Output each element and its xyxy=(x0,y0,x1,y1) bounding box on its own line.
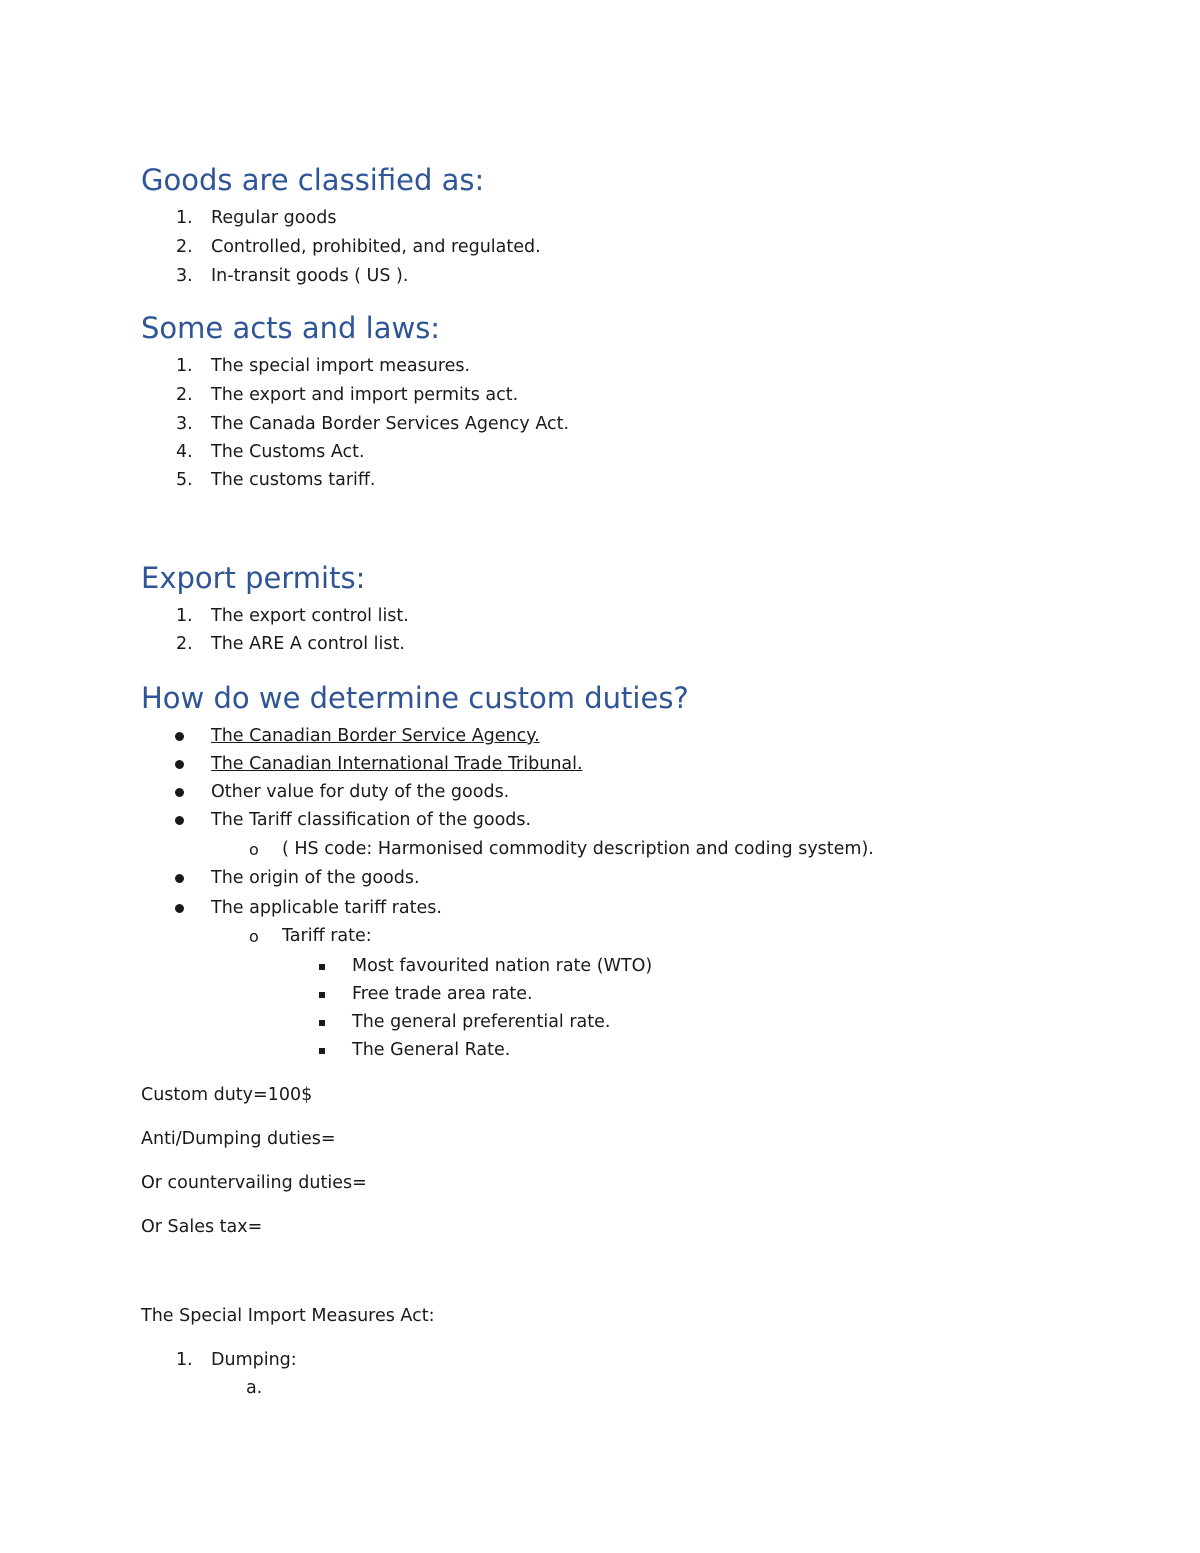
list-item: The ARE A control list. xyxy=(211,634,405,654)
list-item: ( HS code: Harmonised commodity description and coding system). xyxy=(282,839,874,859)
list-marker: 1. xyxy=(176,356,193,376)
circle-bullet-icon: o xyxy=(249,927,259,946)
list-marker: 4. xyxy=(176,442,193,462)
list-marker: 2. xyxy=(176,385,193,405)
list-item: Most favourited nation rate (WTO) xyxy=(352,956,653,976)
list-item: Free trade area rate. xyxy=(352,984,533,1004)
list-item: Controlled, prohibited, and regulated. xyxy=(211,237,541,257)
paragraph-sales-tax: Or Sales tax= xyxy=(141,1217,263,1237)
list-marker: 3. xyxy=(176,414,193,434)
circle-bullet-icon: o xyxy=(249,840,259,859)
list-marker: 1. xyxy=(176,606,193,626)
bullet-icon xyxy=(174,725,187,747)
paragraph-anti-dumping: Anti/Dumping duties= xyxy=(141,1129,336,1149)
link-citt[interactable]: The Canadian International Trade Tribunal. xyxy=(211,754,583,774)
link-cbsa[interactable]: The Canadian Border Service Agency. xyxy=(211,726,540,746)
paragraph-countervailing: Or countervailing duties= xyxy=(141,1173,367,1193)
list-marker: 3. xyxy=(176,266,193,286)
list-item: The General Rate. xyxy=(352,1040,511,1060)
list-item: Regular goods xyxy=(211,208,337,228)
list-item: In-transit goods ( US ). xyxy=(211,266,409,286)
heading-goods-classified: Goods are classified as: xyxy=(141,163,485,197)
list-marker: 2. xyxy=(176,237,193,257)
square-bullet-icon xyxy=(318,1011,328,1033)
list-item: The origin of the goods. xyxy=(211,868,420,888)
list-marker: 2. xyxy=(176,634,193,654)
list-marker: 1. xyxy=(176,1350,193,1370)
bullet-icon xyxy=(174,809,187,831)
list-item: The customs tariff. xyxy=(211,470,376,490)
sub-list-marker: a. xyxy=(246,1378,263,1398)
list-item: The export and import permits act. xyxy=(211,385,519,405)
list-item: Tariff rate: xyxy=(282,926,372,946)
bullet-icon xyxy=(174,867,187,889)
list-item: The general preferential rate. xyxy=(352,1012,611,1032)
bullet-icon xyxy=(174,781,187,803)
list-item: Other value for duty of the goods. xyxy=(211,782,510,802)
heading-acts-and-laws: Some acts and laws: xyxy=(141,311,441,345)
heading-export-permits: Export permits: xyxy=(141,561,366,595)
list-item: The applicable tariff rates. xyxy=(211,898,442,918)
list-marker: 1. xyxy=(176,208,193,228)
paragraph-sima-title: The Special Import Measures Act: xyxy=(141,1306,435,1326)
list-item: The Canada Border Services Agency Act. xyxy=(211,414,570,434)
list-item: The Tariff classification of the goods. xyxy=(211,810,532,830)
square-bullet-icon xyxy=(318,1039,328,1061)
list-item: The export control list. xyxy=(211,606,409,626)
heading-custom-duties: How do we determine custom duties? xyxy=(141,681,689,715)
list-item: Dumping: xyxy=(211,1350,297,1370)
list-item: The special import measures. xyxy=(211,356,471,376)
paragraph-custom-duty: Custom duty=100$ xyxy=(141,1085,313,1105)
square-bullet-icon xyxy=(318,983,328,1005)
square-bullet-icon xyxy=(318,955,328,977)
bullet-icon xyxy=(174,897,187,919)
list-item: The Customs Act. xyxy=(211,442,365,462)
list-marker: 5. xyxy=(176,470,193,490)
bullet-icon xyxy=(174,753,187,775)
